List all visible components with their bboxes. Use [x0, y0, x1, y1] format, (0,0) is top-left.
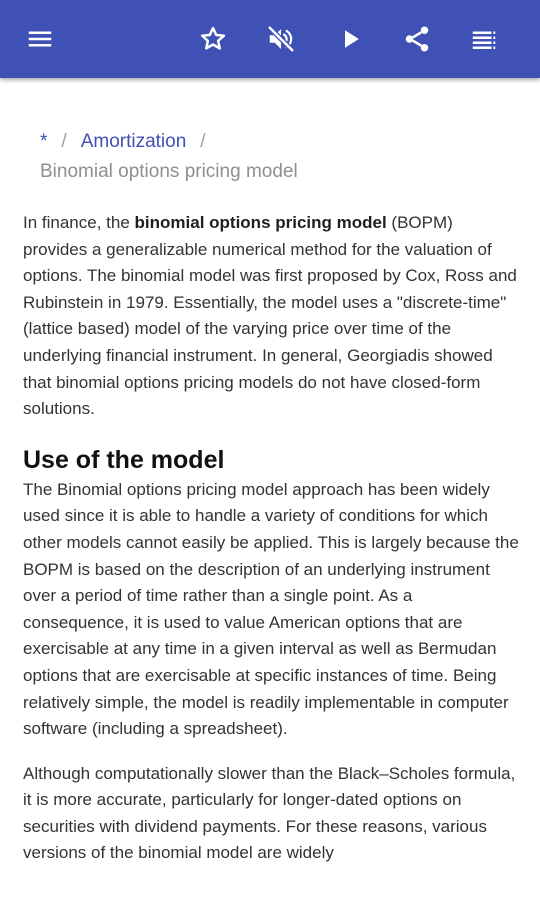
star-outline-icon: [198, 24, 228, 54]
article-content: [0, 78, 540, 900]
breadcrumb-separator: /: [61, 131, 67, 152]
breadcrumb-separator: /: [200, 131, 206, 152]
menu-icon: [25, 24, 55, 54]
section-heading: Use of the model: [23, 445, 225, 474]
section-paragraph: Although computationally slower than the Black–Scholes formula, it is more accurate, particularly for longer-dated options on securities with dividend payments. For these reasons, various versions of the binomial model are widely: [23, 763, 516, 863]
share-button[interactable]: [387, 0, 447, 78]
menu-button[interactable]: [10, 0, 70, 78]
article-body: [23, 210, 519, 867]
play-button[interactable]: [320, 0, 380, 78]
breadcrumb-current: Binomial options pricing model: [40, 161, 298, 182]
volume-off-icon: [266, 24, 296, 54]
app-bar: [0, 0, 540, 78]
breadcrumb-parent-link[interactable]: Amortization: [80, 131, 187, 152]
intro-bold-term: binomial options pricing model: [134, 213, 387, 232]
section-paragraph: The Binomial options pricing model approach has been widely used since it is able to handle a variety of conditions for which other models cannot easily be applied. This is largely because the BOPM is based on the description of an underlying instrument over a period of time rather than a single point. As a consequence, it is used to value American options that are exercisable at any time in a given interval as well as Bermudan options that are exercisable at specific instances of time. Being relatively simple, the model is readily implementable in computer software (including a spreadsheet).: [23, 479, 519, 739]
intro-prefix: In finance, the: [23, 213, 135, 232]
table-of-contents-button[interactable]: [454, 0, 514, 78]
mute-button[interactable]: [251, 0, 311, 78]
list-icon: [469, 24, 499, 54]
breadcrumb-home-link[interactable]: *: [40, 131, 48, 152]
breadcrumb: [40, 127, 510, 187]
intro-paragraph: [23, 210, 519, 423]
share-icon: [402, 24, 432, 54]
favorite-button[interactable]: [183, 0, 243, 78]
play-icon: [335, 24, 365, 54]
intro-suffix: (BOPM) provides a generalizable numerical method for the valuation of options. The binomial model was first proposed by Cox, Ross and Rubinstein in 1979. Essentially, the model uses a "discrete-time" (lattice based) model of the varying price over time of the underlying financial instrument. In general, Georgiadis showed that binomial options pricing models do not have closed-form solutions.: [23, 213, 517, 419]
